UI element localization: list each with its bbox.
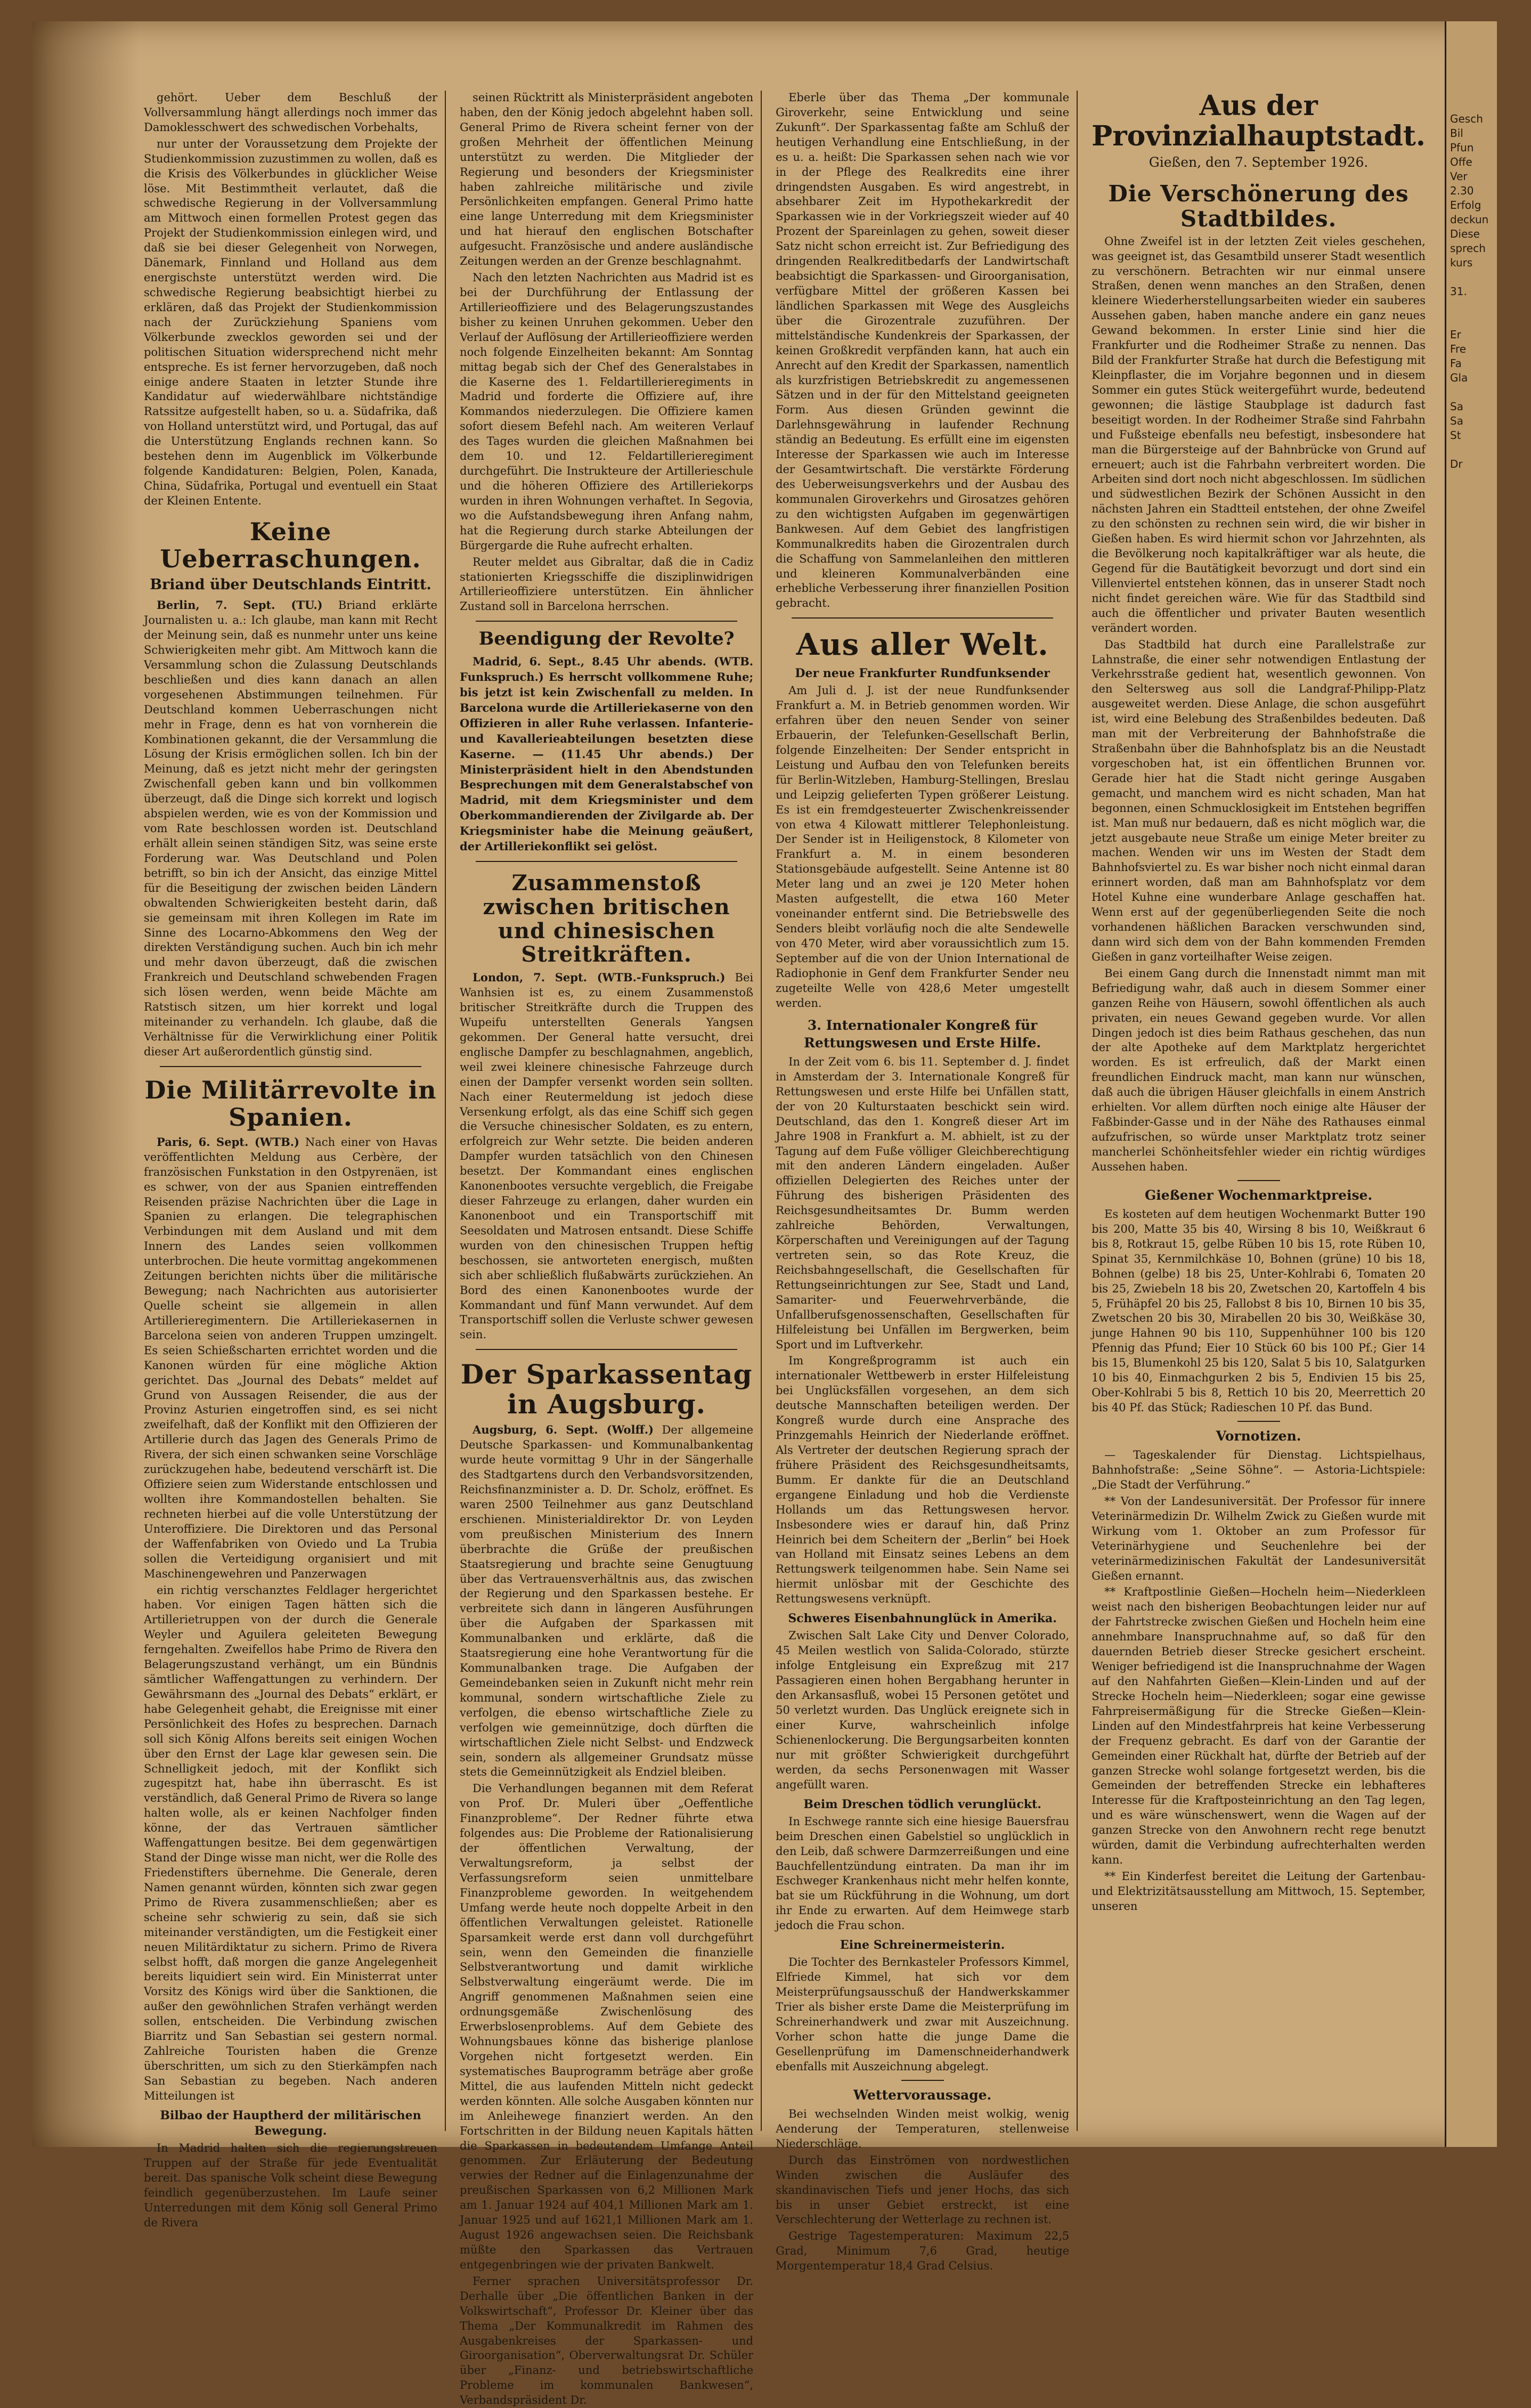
divider <box>160 1066 421 1067</box>
eisenbahn-body: Zwischen Salt Lake City und Denver Colorado, 45 Meilen westlich von Salida-Colorado, stürzte infolge Entgleisung ein Expreßzug mit 217 Passagieren einen hohen Bergabhang herunter in den Arkansasfluß, wobei 15 Personen getötet und 50 verletzt wurden. Das Unglück ereignete sich in einer Kurve, wahrscheinlich infolge Schienenlockerung. Die Bergungsarbeiten konnten nur mit größter Schwierigkeit durchgeführt werden, da sechs Personenwagen mit Wasser angefüllt waren. <box>776 1629 1070 1791</box>
adjacent-fragment: 31. <box>1450 285 1467 298</box>
sparkassen-cont: Eberle über das Thema „Der kommunale Giroverkehr, seine Entwicklung und seine Zukunft“. Der Sparkassentag faßte am Schluß der heutigen Verhandlung eine Entschließung, in der es u. a. heißt: Die Sparkassen sehen nach wie vor in der Pflege des Realkredits eine ihrer dringendsten Ausgaben. Es wird angestrebt, in absehbarer Zeit im Hypothekarkredit der Sparkassen wie in der Vorkriegszeit wieder auf 40 Prozent der Spareinlagen zu gehen, soweit dieser Satz nicht schon erreicht ist. Zur Befriedigung des dringenden Realkreditbedarfs der Landwirtschaft beabsichtigt die Sparkassen- und Giroorganisation, verfügbare Mittel der größeren Kassen bei ländlichen Sparkassen mit Wege des Ausgleichs über die Girozentrale zuzuführen. Der mittelständische Kundenkreis der Sparkassen, der keinen Großkredit verpfänden kann, hat auch ein Anrecht auf den Kredit der Sparkassen, namentlich als kurzfristigen Betriebskredit zu angemessenen Sätzen und in der für den Mittelstand geeigneten Form. Aus diesen Gründen gewinnt die Darlehnsgewährung in laufender Rechnung ständig an Bedeutung. Es erfüllt eine im eigensten Interesse der Sparkassen wie auch im Interesse der Gesamtwirtschaft. Die verstärkte Förderung des Ueberweisungsverkehrs und der Ausbau des kommunalen Giroverkehrs und Girosatzes gehören zu den wichtigsten Aufgaben im gegenwärtigen Bankwesen. Auf dem Gebiet des langfristigen Kommunalkredits haben die Girozentralen durch die Schaffung von Sammelanleihen den mittleren und kleineren Kommunalverbänden eine erhebliche Verbesserung ihrer finanziellen Position gebracht. <box>776 91 1070 610</box>
adjacent-fragment <box>1450 270 1493 284</box>
headline-aus-aller-welt: Aus aller Welt. <box>796 627 1049 663</box>
wetter-body-3: Gestrige Tagestemperaturen: Maximum 22,5 Grad, Minimum 7,6 Grad, heutige Morgentemperatur 18,4 Grad Celsius. <box>776 2230 1070 2273</box>
verschoenerung-body-2: Das Stadtbild hat durch eine Parallelstraße zur Lahnstraße, die einer sehr notwendigen Entlastung der Verkehrsstraße gedient hat, wesentlich gewonnen. Von den Seltersweg aus soll die Landgraf-Philipp-Platz ausgeweitet werden. Diese Anlage, die schon ausgeführt ist, wird eine Belebung des Straßenbildes bedeuten. Daß man mit der Verbreiterung der Bahnhofstraße die Straßenbahn über die Bahnhofsplatz bis an die Neustadt vorgeschoben hat, ist ein öffentlichen Brunnen vor. Gerade hier hat die Stadt nicht geringe Ausgaben gemacht, und manchem wird es nicht schaden, Man hat begonnen, einen Schmucklosigkeit im Entstehen begriffen ist. Man muß nur bedauern, daß es nicht möglich war, die jetzt ausgebaute neue Straße um einige Meter breiter zu machen. Wenden wir uns im Westen der Stadt dem Bahnhofsviertel zu. Es war bisher noch nicht einmal daran erinnert worden, daß man am Bahnhofsplatz vor dem Hotel Kuhne eine wunderbare Anlage geschaffen hat. Wenn erst auf der gegenüberliegenden Seite die noch vorhandenen häßlichen Baracken verschwunden sind, dann wird sich dem von der Bahn kommenden Fremden Gießen in ganz vorteilhafter Weise zeigen. <box>1092 638 1426 963</box>
adjacent-fragment: St <box>1450 429 1461 442</box>
adjacent-fragment: Fa <box>1450 357 1462 370</box>
adjacent-fragment: Bil <box>1450 127 1463 140</box>
spain-cont-3: Reuter meldet aus Gibraltar, daß die in Cadiz stationierten Kriegsschiffe die disziplinwidrigen Artillerieoffiziere unterstützen. Ein ähnlicher Zustand soll in Barcelona herrschen. <box>460 555 754 613</box>
adjacent-fragment: Gesch <box>1450 112 1483 125</box>
divider <box>476 1349 737 1350</box>
column-1 <box>144 91 446 2229</box>
sparkassen-body-1: Der allgemeine Deutsche Sparkassen- und Kommunalbankentag wurde heute vormittag 9 Uhr in der Sängerhalle des Stadtgartens durch den Verbandsvorsitzenden, Reichsfinanzminister a. D. Dr. Scholz, eröffnet. Es waren 2500 Teilnehmer aus ganz Deutschland erschienen. Ministerialdirektor Dr. von Leyden vom preußischen Ministerium des Innern überbrachte die Grüße der preußischen Staatsregierung und brachte seine Genugtuung über das Vertrauensverhältnis aus, das zwischen der Regierung und den Sparkassen bestehe. Er verbreitete sich dann in längeren Ausführungen über die Aufgaben der Sparkassen mit Kommunalbanken und erklärte, daß die Staatsregierung eine hohe Verantwortung für die Kommunalbanken trage. Die Aufgaben der Gemeindebanken seien in Zukunft nicht mehr rein kommunal, sondern wirtschaftliche Ziele zu verfolgen, die ebenso wirtschaftliche Ziele zu verfolgen wie gemeinnützige, doch dürften die wirtschaftlichen Ziele nicht Selbst- und Endzweck sein, sondern als allgemeiner Grundsatz müsse stets die Gemeinnützigkeit als Endziel bleiben. <box>460 1423 754 1779</box>
adjacent-fragment: Offe <box>1450 156 1472 168</box>
column-2 <box>460 91 762 2407</box>
dreschen-body: In Eschwege rannte sich eine hiesige Bauersfrau beim Dreschen einen Gabelstiel so unglücklich in den Leib, daß schwere Darmzerreißungen und eine Bauchfellentzündung eintraten. Da man ihr im Eschweger Krankenhaus nicht mehr helfen konnte, bat sie um Rückführung in die Wohnung, um dort ihr Ende zu erwarten. Auf dem Heimwege starb jedoch die Frau schon. <box>776 1815 1070 1932</box>
markt-title: Gießener Wochenmarktpreise. <box>1144 1187 1373 1203</box>
dateline-london: London, 7. Sept. (WTB.-Funkspruch.) <box>473 971 726 985</box>
adjacent-fragment: Ver <box>1450 170 1468 183</box>
adjacent-fragment: Sa <box>1450 414 1463 427</box>
subheadline-briand: Briand über Deutschlands Eintritt. <box>150 576 431 593</box>
section-banner-provinzialhauptstadt: Aus der Provinzialhauptstadt. <box>1092 90 1426 153</box>
adjacent-fragment: 2.30 <box>1450 184 1474 197</box>
kongress-title: 3. Internationaler Kongreß für Rettungswesen und Erste Hilfe. <box>804 1017 1041 1051</box>
adjacent-fragment: Pfun <box>1450 141 1474 154</box>
intro-paragraph-1: gehört. Ueber dem Beschluß der Vollversammlung hängt allerdings noch immer das Damoklesschwert des schwedischen Vorbehalts, <box>144 91 438 134</box>
notizen-body-2: ** Von der Landesuniversität. Der Professor für innere Veterinärmedizin Dr. Wilhelm Zwick zu Gießen wurde mit Wirkung vom 1. Oktober an zum Professor für Veterinärhygiene und Seuchenlehre bei der veterinärmedizinischen Fakultät der Landesuniversität Gießen ernannt. <box>1092 1494 1426 1582</box>
zusammenstoss-body: Bei Wanhsien ist es, zu einem Zusammenstoß britischer Streitkräfte durch die Truppen des Wupeifu unterstellten Generals Yangsen gekommen. Der General hatte versucht, drei englische Dampfer zu beschlagnahmen, angeblich, weil zwei kleinere chinesische Fahrzeuge durch einen der Dampfer versenkt worden sein sollten. Nach einer Reutermeldung ist jedoch diese Versenkung erfolgt, als das eine Schiff sich gegen die Versuche chinesischer Soldaten, es zu entern, erfolgreich zur Wehr setzte. Die beiden anderen Dampfer wurden tatsächlich von den Chinesen besetzt. Der Kommandant eines englischen Kanonenbootes versuchte vergeblich, die Freigabe dieser Fahrzeuge zu erlangen, daher wurden ein Kanonenboot und ein Transportschiff mit Seesoldaten und Matrosen entsandt. Diese Schiffe wurden von den chinesischen Truppen heftig beschossen, sie antworteten energisch, mußten sich aber schließlich flußabwärts zurückziehen. An Bord des einen Kanonenbootes wurde der Kommandant und fünf Mann verwundet. Auf dem Transportschiff sollen die Verluste schwer gewesen sein. <box>460 971 754 1341</box>
headline-zusammenstoss: Zusammenstoß zwischen britischen und chinesischen Streitkräften. <box>483 871 730 967</box>
adjacent-fragment: Dr <box>1450 458 1463 470</box>
frankfurt-body: Am Juli d. J. ist der neue Rundfunksender Frankfurt a. M. in Betrieb genommen worden. Wir erfahren über den neuen Sender von seiner Erbauerin, der Telefunken-Gesellschaft Berlin, folgende Einzelheiten: Der Sender entspricht in Leistung und Aufbau den von Telefunken bereits für Berlin-Witzleben, Hamburg-Stellingen, Breslau und Leipzig gelieferten Typen größerer Leistung. Es ist ein fremdgesteuerter Zwischenkreissender von etwa 4 Kilowatt mittlerer Telephonleistung. Der Sender ist in Heiligenstock, 8 Kilometer von Frankfurt a. M. in einem besonderen Stationsgebäude aufgestellt. Seine Antenne ist 80 Meter lang und an zwei je 120 Meter hohen Masten aufgestellt, die etwa 160 Meter voneinander entfernt sind. Die Betriebswelle des Senders bleibt vorläufig noch die alte Sendewelle von 470 Meter, wird aber voraussichtlich zum 15. September auf die von der Union International de Radiophonie in Genf dem Frankfurter Sender neu zugeteilte Welle von 428,6 Meter umgestellt werden. <box>776 684 1070 1010</box>
bilbao-body: In Madrid halten sich die regierungstreuen Truppen auf der Straße für jede Eventualität bereit. Das spanische Volk scheint diese Bewegung feindlich gegenüberzustehen. Im Laufe seiner Unterredungen mit dem König soll General Primo de Rivera <box>144 2142 438 2229</box>
notizen-title: Vornotizen. <box>1216 1428 1301 1444</box>
beendigung-body: Es herrscht vollkommene Ruhe; bis jetzt ist kein Zwischenfall zu melden. In Barcelona wurde die Artilleriekaserne von den Offizieren in aller Ruhe verlassen. Infanterie- und Kavallerieabteilungen besetzten diese Kaserne. — (11.45 Uhr abends.) Der Ministerpräsident hielt in den Abendstunden Besprechungen mit dem Generalstabschef von Madrid, mit dem Kriegsminister und dem Oberkommandierenden der Zivilgarde ab. Der Kriegsminister habe die Meinung geäußert, der Artilleriekonflikt sei gelöst. <box>460 670 754 853</box>
bilbao-title: Bilbao der Hauptherd der militärischen Bewegung. <box>160 2108 421 2138</box>
verschoenerung-body-3: Bei einem Gang durch die Innenstadt nimmt man mit Befriedigung wahr, daß auch in diesem Sommer einer ganzen Reihe von Häusern, sowohl öffentlichen als auch privaten, ein neues Gewand gegeben wurde. Vor allen Dingen jedoch ist dies beim Rathaus geschehen, das nun der alte Apotheke auf dem Marktplatz hergerichtet worden. Es ist erfreulich, daß der Markt einen freundlichen Eindruck macht, man kann nur wünschen, daß auch die übrigen Häuser gleichfalls in einem Anstrich erhielten. Vor allem dürften noch einige alte Häuser der Faßbinder-Gasse und in der Nähe des Rathauses einmal aufzufrischen, so würde unser Marktplatz trotz seiner mancherlei Schönheitsfehler wieder ein richtig würdiges Aussehen haben. <box>1092 966 1426 1173</box>
adjacent-fragment <box>1450 313 1493 328</box>
divider <box>1237 1180 1280 1181</box>
newspaper-page <box>32 21 1497 2407</box>
adjacent-fragment <box>1450 385 1493 400</box>
notizen-body-1: — Tageskalender für Dienstag. Lichtspielhaus, Bahnhofstraße: „Seine Söhne“. — Astoria-Lichtspiele: „Die Stadt der Verführung.“ <box>1092 1449 1426 1492</box>
headline-sparkassentag: Der Sparkassentag in Augsburg. <box>460 1358 753 1420</box>
divider <box>792 617 1053 619</box>
wetter-title: Wettervoraussage. <box>853 2087 992 2103</box>
sparkassen-body-2: Die Verhandlungen begannen mit dem Referat von Prof. Dr. Muleri über „Oeffentliche Finanzprobleme“. Der Redner führte etwa folgendes aus: Die Probleme der Rationalisierung der öffentlichen Verwaltung, der Verwaltungsreform, ja selbst der Verfassungsreform seien unmittelbare Finanzprobleme geworden. In weitgehendem Umfang werde heute noch doppelte Arbeit in den öffentlichen Verwaltungen geleistet. Rationelle Sparsamkeit werde erst dann voll durchgeführt sein, wenn den Gemeinden die finanzielle Selbstverantwortung und damit wirkliche Selbstverwaltung eingeräumt werde. Die im Angriff genommenen Maßnahmen seien eine ordnungsgemäße Zwischenlösung des Erwerbslosenproblems. Auf dem Gebiete des Wohnungsbaues könne das bisherige planlose Vorgehen nicht fortgesetzt werden. Ein systematisches Bauprogramm beträge aber große Mittel, die aus laufenden Mitteln nicht gedeckt werden könnten. Alle solche Ausgaben könnten nur im Anleihewege finanziert werden. An den Fortschritten in der Bildung neuen Kapitals hätten die Sparkassen in bedeutendem Umfange Anteil genommen. Zur Erläuterung der Bedeutung verwies der Redner auf die Einlagenzunahme der preußischen Sparkassen von 6,2 Millionen Mark am 1. Januar 1924 auf 404,1 Millionen Mark am 1. Januar 1925 und auf 1621,1 Millionen Mark am 1. August 1926 angewachsen seien. Die Reichsbank müßte den Sparkassen das Vertrauen entgegenbringen wie der privaten Bankwelt. <box>460 1782 754 2271</box>
markt-body: Es kosteten auf dem heutigen Wochenmarkt Butter 190 bis 200, Matte 35 bis 40, Wirsing 8 bis 10, Weißkraut 6 bis 8, Rotkraut 15, gelbe Rüben 10 bis 15, rote Rüben 10, Spinat 35, Kernmilchkäse 10, Bohnen (grüne) 10 bis 18, Bohnen (gelbe) 18 bis 25, Unter-Kohlrabi 6, Tomaten 20 bis 25, Zwiebeln 18 bis 20, Zwetschen 20, Kartoffeln 4 bis 5, Frühäpfel 20 bis 25, Fallobst 8 bis 10, Birnen 10 bis 35, Zwetschen 20 bis 30, Mirabellen 20 bis 30, Weißkäse 30, junge Hahnen 90 bis 110, Suppenhühner 100 bis 120 Pfennig das Pfund; Eier 10 Stück 60 bis 100 Pf.; Gier 14 bis 15, Blumenkohl 25 bis 120, Salat 5 bis 10, Salatgurken 10 bis 40, Einmachgurken 2 bis 5, Endivien 15 bis 25, Ober-Kohlrabi 5 bis 8, Rettich 10 bis 20, Meerrettich 20 bis 40 Pf. das Stück; Radieschen 10 Pf. das Bund. <box>1092 1208 1426 1414</box>
meisterin-title: Eine Schreinermeisterin. <box>840 1938 1005 1953</box>
headline-verschoenerung: Die Verschönerung des Stadtbildes. <box>1108 180 1409 232</box>
divider <box>476 861 737 862</box>
adjacent-fragment: deckun <box>1450 213 1489 226</box>
intro-paragraph-2: nur unter der Voraussetzung dem Projekte der Studienkommission zuzustimmen zu wollen, daß es die Krisis des Völkerbundes in glücklicher Weise löse. Mit Bestimmtheit verlautet, daß die schwedische Regierung in der Vollversammlung am Mittwoch einen formellen Protest gegen das Projekt der Studienkommission einlegen wird, und daß sie bei dieser Gelegenheit von Norwegen, Dänemark, Finnland und Holland aus dem energischste unterstützt werden wird. Die schwedische Regierung beabsichtigt hierbei zu erklären, daß das Projekt der Studienkommission nach der Zurückziehung Spaniens vom Völkerbunde zwecklos geworden sei und der politischen Situation widersprechend nicht mehr entspreche. Es ist ferner hervorzugeben, daß noch einige andere Staaten in letzter Stunde ihre Kandidatur auf wiederwählbare nichtständige Ratssitze aufgestellt haben, so u. a. Südafrika, daß von Holland unterstützt wird, und Portugal, das auf die Unterstützung Englands rechnen kann. So bestehen denn im Augenblick im Völkerbunde folgende Kandidaturen: Belgien, Polen, Kanada, China, Südafrika, Portugal und eventuell ein Staat der Kleinen Entente. <box>144 137 438 507</box>
kongress-body-2: Im Kongreßprogramm ist auch ein internationaler Wettbewerb in erster Hilfeleistung bei Unglücksfällen vorgesehen, an dem sich deutsche Mannschaften beteiligen werden. Der Kongreß wurde durch eine Ansprache des Prinzgemahls Heinrich der Niederlande eröffnet. Als Vertreter der deutschen Regierung sprach der frühere Präsident des Reichsgesundheitsamts, Bumm. Er dankte für die an Deutschland ergangene Einladung und hob die Verdienste Hollands um das Rettungswesen hervor. Insbesondere wies er darauf hin, daß Prinz Heinrich bei dem Scheitern der „Berlin“ bei Hoek van Holland mit Einsatz seines Lebens an dem Rettungswerk teilgenommen habe. Sein Name sei hiermit unlösbar mit der Geschichte des Rettungswesens verknüpft. <box>776 1354 1070 1606</box>
dateline-madrid: Madrid, 6. Sept., 8.45 Uhr abends. (WTB. Funkspruch.) <box>460 655 754 684</box>
revolte-article-body-2: ein richtig verschanztes Feldlager hergerichtet haben. Vor einigen Tagen hätten sich die Artillerietruppen von der durch die Generale Weyler und Aguilera geleiteten Bewegung ferngehalten. Zweifellos habe Primo de Rivera den Belagerungszustand verhängt, um ein Bündnis sämtlicher Waffengattungen zu verhindern. Der Gewährsmann des „Journal des Debats“ erklärt, er habe Gelegenheit gehabt, die Ereignisse mit einer Persönlichkeit des Hofes zu besprechen. Darnach soll sich König Alfons bereits seit einigen Wochen über den Ernst der Lage klar gewesen sein. Die Schnelligkeit jedoch, mit der Konflikt sich zugespitzt hat, habe ihn überrascht. Es ist verständlich, daß General Primo de Rivera so lange halten wolle, als er keinen Nachfolger finden könne, der das Vertrauen sämtlicher Waffengattungen besitze. Bei dem gegenwärtigen Stand der Dinge wisse man nicht, wer die Rolle des Friedenstifters übernehme. Die Generale, deren Namen genannt würden, könnten sich zwar gegen Primo de Rivera zusammenschließen; aber es scheine sehr schwierig zu sein, daß sie sich miteinander verständigten, um die Festigkeit einer neuen Militärdiktatur zu sichern. Primo de Rivera selbst hofft, daß morgen die ganze Angelegenheit bereits liquidiert sein wird. Ein Ministerrat unter Vorsitz des Königs wird über die Sanktionen, die außer den gewöhnlichen Strafen verhängt werden sollen, entscheiden. Die Verbindung zwischen Biarritz und San Sebastian sei gestern normal. Zahlreiche Touristen haben die Grenze überschritten, um sich zu den Stierkämpfen nach San Sebastian zu begeben. Nach anderen Mitteilungen ist <box>144 1583 438 2102</box>
dreschen-title: Beim Dreschen tödlich verunglückt. <box>803 1797 1041 1811</box>
spain-cont-1: seinen Rücktritt als Ministerpräsident angeboten haben, den der König jedoch abgelehnt haben soll. General Primo de Rivera scheint ferner von der großen Mehrheit der öffentlichen Meinung unterstützt zu werden. Die Mitglieder der Regierung und besonders der Kriegsminister haben zahlreiche militärische und zivile Persönlichkeiten empfangen. General Primo hatte eine lange Unterredung mit dem Kriegsminister und hat hierauf den englischen Botschafter aufgesucht. Französische und andere ausländische Zeitungen werden an der Grenze beschlagnahmt. <box>460 91 754 268</box>
adjacent-fragment: Diese <box>1450 227 1480 240</box>
dateline-augsburg: Augsburg, 6. Sept. (Wolff.) <box>473 1423 654 1437</box>
verschoenerung-body-1: Ohne Zweifel ist in der letzten Zeit vieles geschehen, was geeignet ist, das Gesamtbild unserer Stadt wesentlich zu verschönern. Betrachten wir nur einmal unsere Straßen, denen wenn manches an den Straßen, denen kleinere Wiederherstellungsarbeiten wieder ein sauberes Aussehen gaben, haben manche andere ein ganz neues Gewand bekommen. In erster Linie sind hier die Frankfurter und die Rodheimer Straße zu nennen. Das Bild der Frankfurter Straße hat durch die Befestigung mit Kleinpflaster, die im Vorjahre begonnen und in diesem Sommer ein gutes Stück weitergeführt wurde, bedeutend gewonnen; die lästige Staubplage ist dadurch fast beseitigt worden. In der Rodheimer Straße sind Fahrbahn und Fußsteige ebenfalls neu befestigt, insbesondere hat man die Bürgersteige auf der Bahnbrücke von Grund auf erneuert; auch ist die Fahrbahn verbreitert worden. Die Arbeiten sind dort noch nicht abgeschlossen. Im südlichen und südwestlichen Bezirk der Schönen Aussicht in den nächsten Jahren ein Stadtteil entstehen, der ohne Zweifel zu den schönsten zu rechnen sein wird, die wir bisher in Gießen haben. Es wird hiermit schon vor Jahrzehnten, als die Bevölkerung noch kapitalkräftiger war als heute, die Gegend für die Bautätigkeit bevorzugt und dort sind ein Villenviertel entstehen können, das in unserer Stadt noch nicht findet gereichen wäre. Wie für das Stadtbild sind auch die öffentlicher und privater Bauten wesentlich verändert worden. <box>1092 234 1426 634</box>
notizen-body-4: ** Ein Kinderfest bereitet die Leitung der Gartenbau- und Elektrizitätsausstellung am Mittwoch, 15. September, unseren <box>1092 1869 1426 1913</box>
column-3 <box>776 91 1078 2273</box>
spain-cont-2: Nach den letzten Nachrichten aus Madrid ist es bei der Durchführung der Entlassung der Artillerieoffiziere und des Belagerungszustandes bisher zu keinen Unruhen gekommen. Ueber den Verlauf der Auflösung der Artillerieoffiziere werden noch folgende Einzelheiten bekannt: Am Sonntag mittag begab sich der Chef des Generalstabes in die Kaserne des 1. Feldartillerieregiments in Madrid und forderte die Offiziere auf, ihre Kommandos niederzulegen. Die Offiziere kamen sofort diesem Befehl nach. Am weiteren Verlauf des Tages wurden die gleichen Maßnahmen bei dem 10. und 12. Feldartillerieregiment durchgeführt. Die Instrukteure der Artillerieschule und die höheren Offiziere des Artilleriekorps wurden in ihren Wohnungen verhaftet. In Segovia, wo die Aufstandsbewegung ihren Anfang nahm, hat die Regierung durch starke Abteilungen der Bürgergarde die Ruhe aufrecht erhalten. <box>460 271 754 552</box>
wetter-body-1: Bei wechselnden Winden meist wolkig, wenig Aenderung der Temperaturen, stellenweise Niederschläge. <box>776 2108 1070 2150</box>
adjacent-fragment: Erfolg <box>1450 199 1481 211</box>
dateline-berlin: Berlin, 7. Sept. (TU.) <box>157 598 323 612</box>
wetter-body-2: Durch das Einströmen von nordwestlichen Winden zwischen die Ausläufer des skandinavischen Tiefs und jener Hochs, das sich bis in unser Gebiet erstreckt, ist eine Verschlechterung der Wetterlage zu rechnen ist. <box>776 2153 1070 2226</box>
frankfurt-title: Der neue Frankfurter Rundfunksender <box>795 666 1050 680</box>
adjacent-fragment: sprech <box>1450 242 1486 255</box>
adjacent-fragment <box>1450 443 1493 457</box>
divider <box>901 2080 944 2081</box>
briand-article-body: Briand erklärte Journalisten u. a.: Ich glaube, man kann mit Recht der Meinung sein, daß es nunmehr unter uns keine Schwierigkeiten mehr gibt. Am Mittwoch kann die Versammlung schon die Zulassung Deutschlands beschließen und dies kann danach an allen vorgesehenen Abstimmungen teilnehmen. Für Deutschland kommen Ueberraschungen nicht mehr in Frage, denn es hat von vornherein die Kombinationen gekannt, die der Versammlung die Lösung der Krisis ermöglichen sollen. Ich bin der Meinung, daß es jetzt nicht mehr der geringsten Zwischenfall geben kann und bin vollkommen überzeugt, daß die Dinge sich korrekt und logisch abspielen werden, wie es von der Kommission und vom Rate beschlossen worden ist. Deutschland erhält allein seinen ständigen Sitz, was seine erste Forderung war. Was Deutschland und Polen betrifft, so bin ich der Ansicht, das einzige Mittel für die Beseitigung der zwischen beiden Ländern obwaltenden Schwierigkeiten besteht darin, daß sie gemeinsam mit ihren Kollegen im Rate im Sinne des Locarno-Abkommens den Weg der direkten Verständigung suchen. Auch bin ich mehr und mehr davon überzeugt, daß die zwischen Frankreich und Deutschland schwebenden Fragen sich lösen werden, wenn beide Mächte am Ratstisch sitzen, um hier korrekt und logal miteinander zu verhandeln. Ich glaube, daß die Verhältnisse für die Verwirklichung einer Politik dieser Art außerordentlich günstig sind. <box>144 599 438 1058</box>
adjacent-page-text <box>1450 112 1493 2083</box>
headline-keine-ueberraschungen: Keine Ueberraschungen. <box>160 517 421 574</box>
adjacent-fragment: Fre <box>1450 343 1467 355</box>
adjacent-fragment: Er <box>1450 328 1461 341</box>
meisterin-body: Die Tochter des Bernkasteler Professors Kimmel, Elfriede Kimmel, hat sich vor dem Meisterprüfungsausschuß der Handwerkskammer Trier als bisher erste Dame die Meisterprüfung im Schreinerhandwerk und zwar mit Auszeichnung. Vorher schon hatte die junge Dame die Gesellenprüfung im Damenschneiderhandwerk ebenfalls mit Auszeichnung abgelegt. <box>776 1956 1070 2073</box>
revolte-article-body-1: Nach einer von Havas veröffentlichten Meldung aus Cerbère, der französischen Funkstation in den Ostpyrenäen, ist es schwer, von der aus Spanien eintreffenden Reisenden präzise Nachrichten über die Lage in Spanien zu erlangen. Die telegraphischen Verbindungen mit dem Ausland und mit dem Innern des Landes seien vollkommen unterbrochen. Die heute vormittag angekommenen Zeitungen berichten nichts über die militärische Bewegung; nach Nachrichten aus autorisierter Quelle scheint sie allgemein in allen Artillerieregimentern. Die Artilleriekasernen in Barcelona seien von anderen Truppen umzingelt. Es seien Schießscharten errichtet worden und die Kanonen würden für eine mögliche Aktion gerichtet. Das „Journal des Debats“ meldet auf Grund von Aussagen Reisender, die aus der Provinz Asturien eingetroffen sind, es sei nicht zweifelhaft, daß der Konflikt mit den Offizieren der Artillerie durch das Jagen des Generals Primo de Rivera, der sich einen schwanken seine Vorschläge zurückzugehen habe, bedeutend verschärft ist. Die Offiziere seien zum Widerstande entschlossen und wollten ihre Kommandostellen behalten. Sie rechneten hierbei auf die volle Unterstützung der Unteroffiziere. Die Direktoren und das Personal der Waffenfabriken von Oviedo und La Trubia sollen die Verteidigung organisiert und mit Maschinengewehren und Panzerwagen <box>144 1135 438 1580</box>
kongress-body-1: In der Zeit vom 6. bis 11. September d. J. findet in Amsterdam der 3. Internationale Kongreß für Rettungswesen und erste Hilfe bei Unfällen statt, der von 20 Kulturstaaten beschickt sein wird. Deutschland, das den 1. Kongreß dieser Art im Jahre 1908 in Frankfurt a. M. abhielt, ist zu der Tagung auf dem Fuße völliger Gleichberechtigung mit den anderen Ländern eingeladen. Außer offiziellen Delegierten des Reiches unter der Führung des bisherigen Präsidenten des Reichsgesundheitsamtes Dr. Bumm werden zahlreiche Behörden, Verwaltungen, Körperschaften und Vereinigungen auf der Tagung vertreten sein, so das Rote Kreuz, die Reichsbahngesellschaft, die Gesellschaften für Rettungseinrichtungen zur See, Stadt und Land, Samariter- und Feuerwehrverbände, die Unfallberufsgenossenschaften, Gesellschaften für Hilfeleistung bei Unfällen im Bergwerken, beim Sport und im Luftverkehr. <box>776 1055 1070 1351</box>
article-columns <box>144 90 1433 2407</box>
divider <box>1237 1421 1280 1422</box>
sparkassen-body-3: Ferner sprachen Universitätsprofessor Dr. Derhalle über „Die öffentlichen Banken in der Volkswirtschaft“, Professor Dr. Kleiner über das Thema „Der Kommunalkredit im Rahmen des Ausgabenkreises der Sparkassen- und Giroorganisation“, Oberverwaltungsrat Dr. Schüler über „Finanz- und betriebswirtschaftliche Probleme im kommunalen Bankwesen“, Verbandspräsident Dr. <box>460 2274 754 2407</box>
notizen-body-3: ** Kraftpostlinie Gießen—Hocheln heim—Niederkleen weist nach den bisherigen Beobachtungen leider nur auf der Fahrtstrecke zwischen Gießen und Hocheln heim eine annehmbare Inanspruchnahme auf, so daß für den dauernden Betrieb dieser Strecke gesichert erscheint. Weniger befriedigend ist die Inanspruchnahme der Wagen auf den Nahfahrten Gießen—Klein-Linden und auf der Strecke Hocheln heim—Niederkleen; sogar eine gewisse Fahrpreisermäßigung für die Strecke Gießen—Klein-Linden auf den Mindestfahrpreis hat keine Verbesserung der Frequenz gebracht. Es darf von der Garantie der Gemeinden einer Rückhalt hat, dürfte der Betrieb auf der ganzen Strecke wohl solange fortgesetzt werden, bis die Gemeinden der betreffenden Strecke ein lebhafteres Interesse für die Kraftposteinrichtung an den Tag legen, und es wäre wünschenswert, wenn die Wagen auf der ganzen Strecke von den Anwohnern recht rege benutzt würden, damit die Verbindung aufrechterhalten werden kann. <box>1092 1585 1426 1867</box>
city-dateline: Gießen, den 7. September 1926. <box>1149 154 1369 170</box>
adjacent-fragment: kurs <box>1450 256 1473 269</box>
dateline-paris: Paris, 6. Sept. (WTB.) <box>157 1135 299 1149</box>
headline-militaerrevolte: Die Militärrevolte in Spanien. <box>144 1075 437 1132</box>
eisenbahn-title: Schweres Eisenbahnunglück in Amerika. <box>788 1612 1057 1626</box>
divider <box>476 621 737 622</box>
headline-beendigung: Beendigung der Revolte? <box>478 628 735 650</box>
adjacent-fragment <box>1450 299 1493 313</box>
adjacent-fragment: Gla <box>1450 371 1468 384</box>
adjacent-fragment: Sa <box>1450 400 1463 413</box>
column-4 <box>1092 91 1433 2131</box>
